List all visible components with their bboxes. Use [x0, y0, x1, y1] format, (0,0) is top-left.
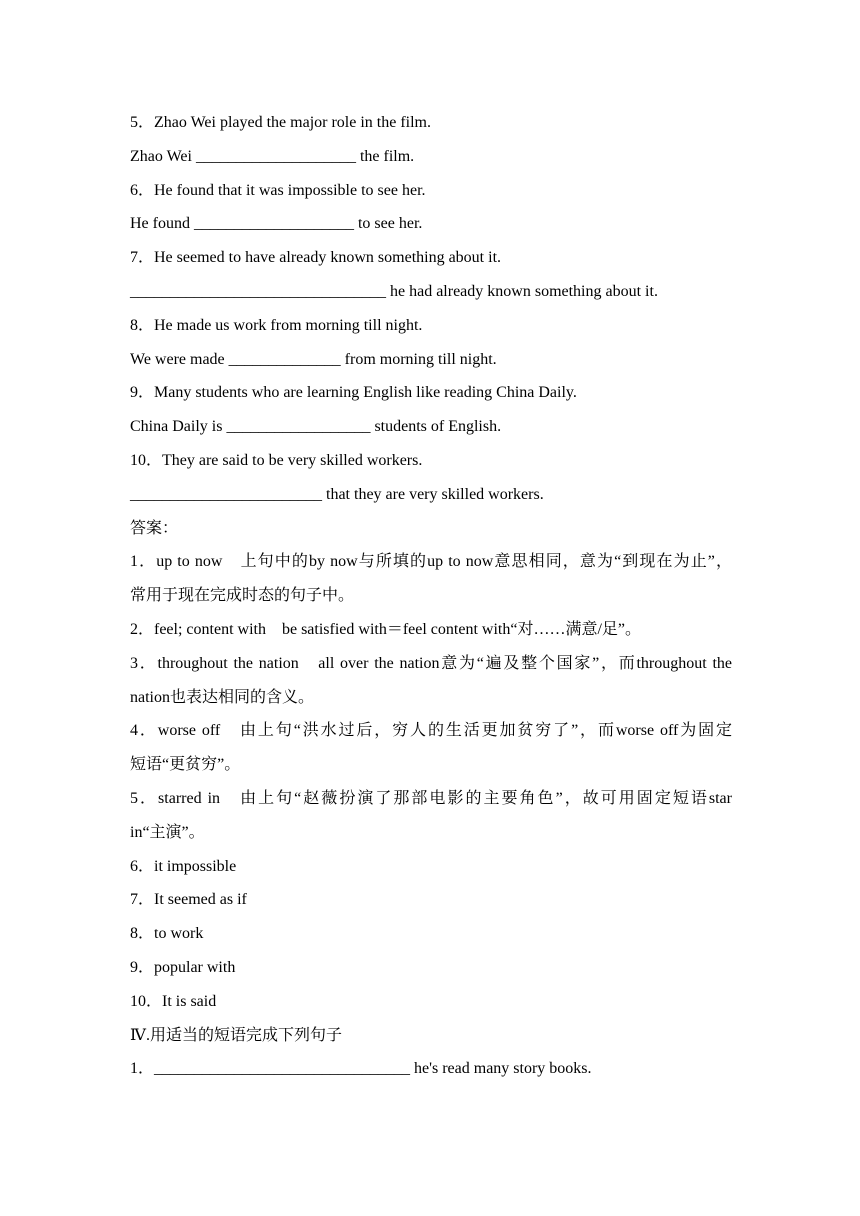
answer-2: 2．feel; content with be satisfied with＝feel content with“对……满意/足”。 — [130, 620, 641, 638]
question-7-text: 7．He seemed to have already known something about it. — [130, 249, 502, 267]
answer-3-line-1: 3．throughout the nation all over the nation意为“遍及整个国家”，而throughout the — [130, 654, 732, 672]
answer-1-line-2: 常用于现在完成时态的句子中。 — [130, 587, 355, 605]
answer-heading: 答案： — [130, 519, 179, 537]
question-10-blank: ________________________ that they are very skilled workers. — [130, 485, 544, 503]
question-10-text: 10．They are said to be very skilled workers. — [130, 451, 423, 469]
answer-4-line-2: 短语“更贫穷”。 — [130, 756, 241, 774]
answer-7: 7．It seemed as if — [130, 891, 247, 909]
section-4-heading: Ⅳ.用适当的短语完成下列句子 — [130, 1026, 342, 1044]
question-5-text: 5．Zhao Wei played the major role in the film. — [130, 114, 432, 131]
answer-5-line-1: 5．starred in 由上句“赵薇扮演了那部电影的主要角色”，故可用固定短语star — [130, 789, 732, 807]
answer-4-line-1: 4．worse off 由上句“洪水过后，穷人的生活更加贫穷了”，而worse off为固定 — [130, 722, 732, 740]
question-8-blank: We were made ______________ from morning till night. — [130, 350, 497, 368]
question-6-text: 6．He found that it was impossible to see her. — [130, 181, 426, 199]
answer-9: 9．popular with — [130, 958, 236, 976]
answer-8: 8．to work — [130, 925, 204, 943]
question-7-blank: ________________________________ he had already known something about it. — [130, 282, 658, 300]
question-6-blank: He found ____________________ to see her. — [130, 215, 423, 233]
question-8-text: 8．He made us work from morning till night. — [130, 316, 423, 334]
answer-3-line-2: nation也表达相同的含义。 — [130, 688, 314, 706]
question-5-blank: Zhao Wei ____________________ the film. — [130, 147, 415, 165]
document-page — [130, 106, 732, 1086]
answer-1-line-1: 1．up to now 上句中的by now与所填的up to now意思相同，意为“到现在为止”， — [130, 553, 732, 571]
question-9-blank: China Daily is __________________ students of English. — [130, 418, 502, 436]
answer-6: 6．it impossible — [130, 857, 237, 875]
section-4-question-1: 1．________________________________ he's read many story books. — [130, 1060, 592, 1078]
answer-10: 10．It is said — [130, 992, 217, 1010]
answer-5-line-2: in“主演”。 — [130, 823, 205, 841]
question-9-text: 9．Many students who are learning English like reading China Daily. — [130, 384, 577, 402]
